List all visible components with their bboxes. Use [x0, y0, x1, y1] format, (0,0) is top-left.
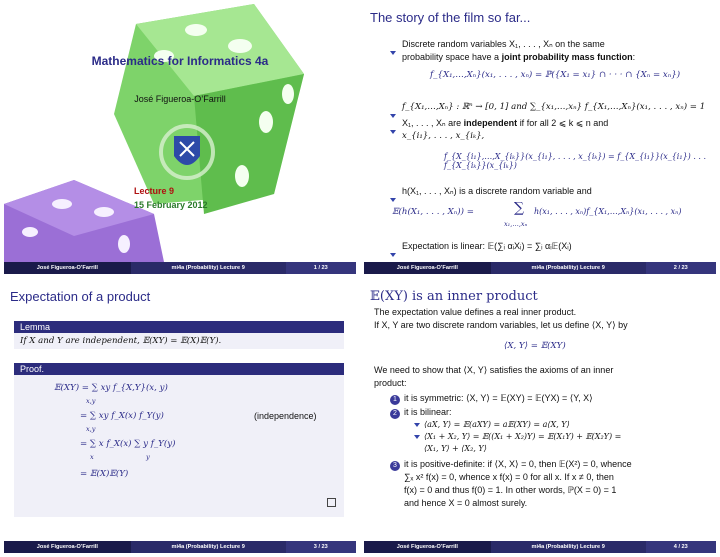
slide-4	[364, 283, 716, 553]
bullet-text	[402, 117, 608, 129]
slide-title: Expectation of a product	[10, 289, 151, 304]
item-cont: ∑ₓ x² f(x) = 0, whence x f(x) = 0 for all x. If x ≠ 0, then	[404, 472, 614, 482]
author-name: José Figueroa-O’Farrill	[134, 94, 226, 104]
footer-page: 1 / 23	[286, 262, 356, 274]
item-text: it is symmetric: ⟨X, Y⟩ = 𝔼(XY) = 𝔼(YX) = ⟨Y, X⟩	[404, 393, 593, 403]
proof-line-1: 𝔼(XY) = ∑ xy f_{X,Y}(x, y)	[54, 383, 168, 393]
proof-header: Proof.	[14, 363, 344, 375]
slide-footer	[364, 541, 716, 553]
footer-page: 2 / 23	[646, 262, 716, 274]
slide-footer	[4, 541, 356, 553]
bullet-text: f_{X₁,…,Xₙ} : ℝⁿ → [0, 1] and ∑_{x₁,…,xₙ} f_{X₁,…,Xₙ}(x₁, . . . , xₙ) = 1	[402, 102, 706, 112]
proof-line-2: = ∑ xy f_X(x) f_Y(y)	[80, 411, 164, 421]
footer-author: José Figueroa-O’Farrill	[4, 541, 131, 553]
paragraph: The expectation value defines a real inner product.	[374, 307, 577, 317]
green-die	[114, 4, 304, 214]
text-part: X₁, . . . , Xₙ are	[402, 118, 462, 128]
number-badge: 2	[390, 409, 400, 419]
bullet-icon	[390, 42, 398, 50]
bullet-text: Discrete random variables X₁, . . . , Xₙ on the same	[402, 39, 605, 49]
item-text: ⟨aX, Y⟩ = 𝔼(aXY) = a𝔼(XY) = a⟨X, Y⟩	[424, 420, 570, 429]
definition-equation: ⟨X, Y⟩ = 𝔼(XY)	[504, 341, 566, 351]
axiom-item-1	[390, 393, 593, 405]
sum-subscript: x,y	[86, 425, 96, 433]
footer-page: 3 / 23	[286, 541, 356, 553]
bullet-icon	[390, 105, 398, 113]
sub-bullet-icon	[414, 423, 420, 427]
equation: f_{X₁,…,Xₙ}(x₁, . . . , xₙ) = ℙ({X₁ = x₁} ∩ · · · ∩ {Xₙ = xₙ})	[430, 70, 681, 80]
proof-note: (independence)	[254, 411, 317, 421]
qed-square-icon	[327, 498, 336, 507]
slide-title: 𝔼(XY) is an inner product	[370, 289, 538, 304]
item-text: ⟨X₁ + X₂, Y⟩ = 𝔼((X₁ + X₂)Y) = 𝔼(X₁Y) + 𝔼(X₂Y) =	[424, 432, 622, 441]
sub-bullet-icon	[414, 435, 420, 439]
footer-course: mi4a (Probability) Lecture 9	[491, 262, 646, 274]
axiom-item-3	[390, 459, 632, 471]
footer-author: José Figueroa-O’Farrill	[364, 541, 491, 553]
emphasis: joint probability mass function	[501, 52, 633, 62]
emphasis: independent	[463, 118, 518, 128]
paragraph: product:	[374, 378, 407, 388]
bullet-icon	[390, 189, 398, 197]
bullet-text: x_{i₁}, . . . , x_{iₖ},	[402, 131, 485, 141]
item-cont: f(x) = 0 and thus f(0) = 1. In other words, ℙ(X = 0) = 1	[404, 485, 617, 495]
sub-item-cont: ⟨X₁, Y⟩ + ⟨X₂, Y⟩	[424, 444, 487, 453]
footer-page: 4 / 23	[646, 541, 716, 553]
presentation-title: Mathematics for Informatics 4a	[91, 54, 269, 68]
item-text: it is bilinear:	[404, 407, 452, 417]
sum-subscript: x₁,…,xₙ	[504, 220, 528, 228]
equation: f_{X_{i₁},…,X_{iₖ}}(x_{i₁}, . . . , x_{iₖ}) = f_{X_{i₁}}(x_{i₁}) . . . f_{X_{iₖ}}(x_{iₖ})	[444, 152, 707, 170]
slide-footer	[364, 262, 716, 274]
paragraph: If X, Y are two discrete random variables, let us define ⟨X, Y⟩ by	[374, 320, 628, 330]
slide-title: The story of the film so far...	[370, 10, 531, 25]
bullet-text: Expectation is linear: 𝔼(∑ᵢ αᵢXᵢ) = ∑ᵢ αᵢ𝔼(Xᵢ)	[402, 241, 572, 251]
slide-footer	[4, 262, 356, 274]
footer-course: mi4a (Probability) Lecture 9	[491, 541, 646, 553]
text-part: probability space have a	[402, 52, 500, 62]
sub-item	[414, 432, 621, 441]
bullet-icon	[390, 121, 398, 129]
number-badge: 3	[390, 461, 400, 471]
text-part: :	[632, 52, 636, 62]
sum-subscript: x,y	[86, 397, 96, 405]
sum-symbol: ∑	[514, 200, 524, 216]
bullet-text: h(X₁, . . . , Xₙ) is a discrete random variable and	[402, 186, 592, 196]
sum-subscript: y	[146, 453, 150, 461]
slide-3	[4, 283, 356, 553]
proof-line-4: = 𝔼(X)𝔼(Y)	[80, 469, 129, 479]
sum-subscript: x	[90, 453, 94, 461]
bullet-icon	[390, 244, 398, 252]
footer-author: José Figueroa-O’Farrill	[364, 262, 491, 274]
lecture-label: Lecture 9	[134, 186, 175, 196]
footer-author: José Figueroa-O’Farrill	[4, 262, 131, 274]
dice-illustration	[4, 4, 356, 262]
proof-body	[14, 375, 344, 517]
sub-item	[414, 420, 570, 429]
lecture-date: 15 February 2012	[134, 200, 208, 210]
item-cont: and hence X = 0 almost surely.	[404, 498, 528, 508]
item-text: it is positive-definite: if ⟨X, X⟩ = 0, then 𝔼(X²) = 0, whence	[404, 459, 632, 469]
lemma-header: Lemma	[14, 321, 344, 333]
footer-course: mi4a (Probability) Lecture 9	[131, 262, 286, 274]
paragraph: We need to show that ⟨X, Y⟩ satisfies the axioms of an inner	[374, 365, 614, 375]
slide-2	[364, 4, 716, 274]
slide-1	[4, 4, 356, 274]
number-badge: 1	[390, 395, 400, 405]
equation-left: 𝔼(h(X₁, . . . , Xₙ)) =	[392, 207, 474, 217]
lemma-body: If X and Y are independent, 𝔼(XY) = 𝔼(X)𝔼(Y).	[14, 333, 344, 349]
footer-course: mi4a (Probability) Lecture 9	[131, 541, 286, 553]
proof-line-3: = ∑ x f_X(x) ∑ y f_Y(y)	[80, 439, 176, 449]
text-part: if for all 2 ⩽ k ⩽ n and	[519, 118, 609, 128]
equation-right: h(x₁, . . . , xₙ)f_{X₁,…,Xₙ}(x₁, . . . , xₙ)	[534, 207, 682, 216]
bullet-text	[402, 51, 635, 63]
axiom-item-2	[390, 407, 452, 419]
